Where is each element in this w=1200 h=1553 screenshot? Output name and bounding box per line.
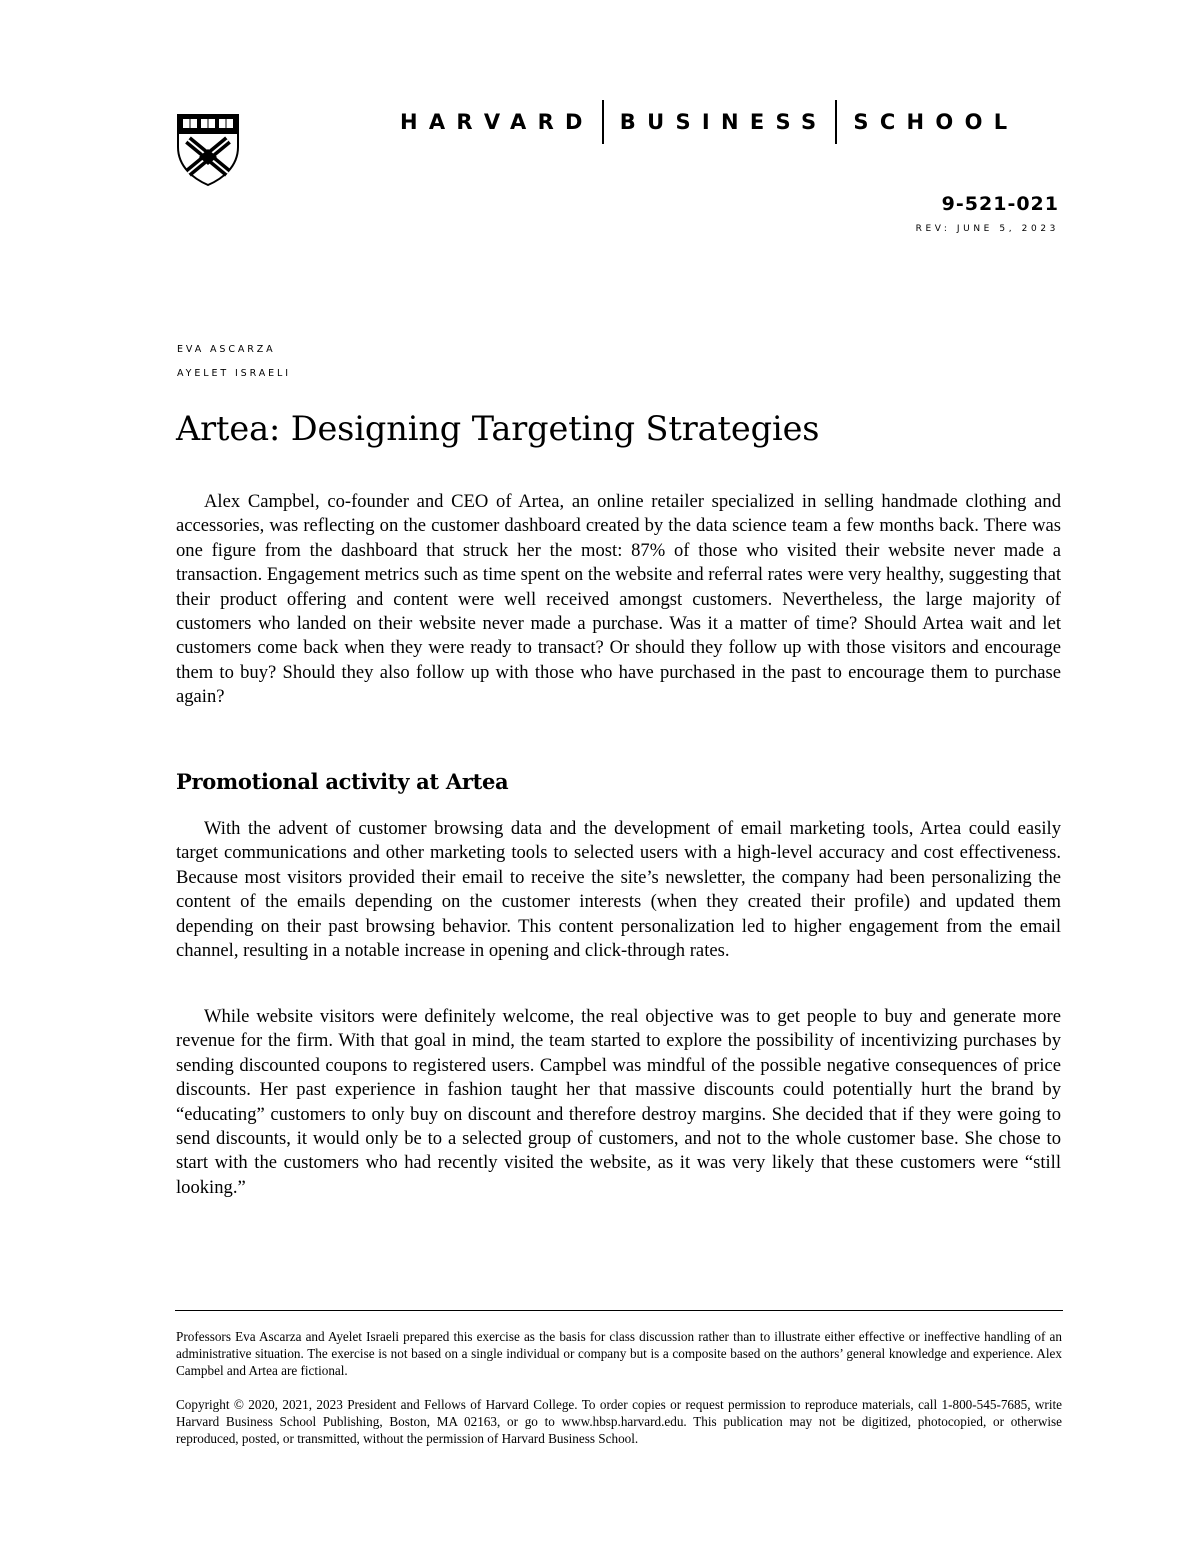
- wordmark-school: SCHOOL: [853, 110, 1019, 134]
- wordmark-divider: [835, 100, 837, 144]
- body-paragraph: With the advent of customer browsing data and the development of email marketing tools, Artea could easily target communications and other marketing tools to selected users with a high-level accuracy and cost effectiveness. Because most visitors provided their email to receive the site’s newsletter, the company had been personalizing the content of the emails depending on the customer interests (when they created their profile) and updated them depending on their past browsing behavior. This content personalization led to higher engagement from the email channel, resulting in a notable increase in opening and click-through rates.: [176, 818, 1061, 962]
- wordmark-business: BUSINESS: [619, 110, 828, 134]
- section-heading: Promotional activity at Artea: [176, 769, 509, 794]
- harvard-shield-logo: [176, 113, 240, 187]
- intro-paragraph: Alex Campbel, co-founder and CEO of Artea, an online retailer specialized in selling handmade clothing and accessories, was reflecting on the customer dashboard created by the data science team a few months back. There was one figure from the dashboard that struck her the most: 87% of those who visited their website never made a transaction. Engagement metrics such as time spent on the website and referral rates were very healthy, suggesting that their product offering and content were well received amongst customers. Nevertheless, the large majority of customers who landed on their website never made a purchase. Was it a matter of time? Should Artea wait and let customers come back when they were ready to transact? Or should they follow up with those visitors and encourage them to buy? Should they also follow up with those who have purchased in the past to encourage them to purchase again?: [176, 491, 1061, 708]
- author-name: EVA ASCARZA: [177, 344, 276, 355]
- revision-date: REV: JUNE 5, 2023: [915, 224, 1059, 234]
- document-title: Artea: Designing Targeting Strategies: [176, 409, 820, 448]
- footnote-divider: [175, 1310, 1063, 1311]
- body-paragraph: While website visitors were definitely welcome, the real objective was to get people to buy and generate more revenue for the firm. With that goal in mind, the team started to explore the possibility of incentivizing purchases by sending discounted coupons to registered users. Campbel was mindful of the possible negative consequences of price discounts. Her past experience in fashion taught her that massive discounts could potentially hurt the brand by “educating” customers to only buy on discount and therefore destroy margins. She decided that if they were going to send discounts, it would only be to a selected group of customers, and not to the whole customer base. She chose to start with the customers who had recently visited the website, as it was very likely that these customers were “still looking.”: [176, 1006, 1061, 1198]
- wordmark-divider: [602, 100, 604, 144]
- school-wordmark: [400, 100, 1018, 144]
- author-name: AYELET ISRAELI: [177, 368, 291, 379]
- case-number: 9-521-021: [941, 193, 1059, 215]
- wordmark-harvard: HARVARD: [400, 110, 594, 134]
- preparation-note: Professors Eva Ascarza and Ayelet Israeli prepared this exercise as the basis for class discussion rather than to illustrate either effective or ineffective handling of an administrative situation. The exercise is not based on a single individual or company but is a composite based on the authors’ general knowledge and experience. Alex Campbel and Artea are fictional.: [176, 1329, 1062, 1379]
- copyright-notice: Copyright © 2020, 2021, 2023 President and Fellows of Harvard College. To order copies or request permission to reproduce materials, call 1-800-545-7685, write Harvard Business School Publishing, Boston, MA 02163, or go to www.hbsp.harvard.edu. This publication may not be digitized, photocopied, or otherwise reproduced, posted, or transmitted, without the permission of Harvard Business School.: [176, 1397, 1062, 1447]
